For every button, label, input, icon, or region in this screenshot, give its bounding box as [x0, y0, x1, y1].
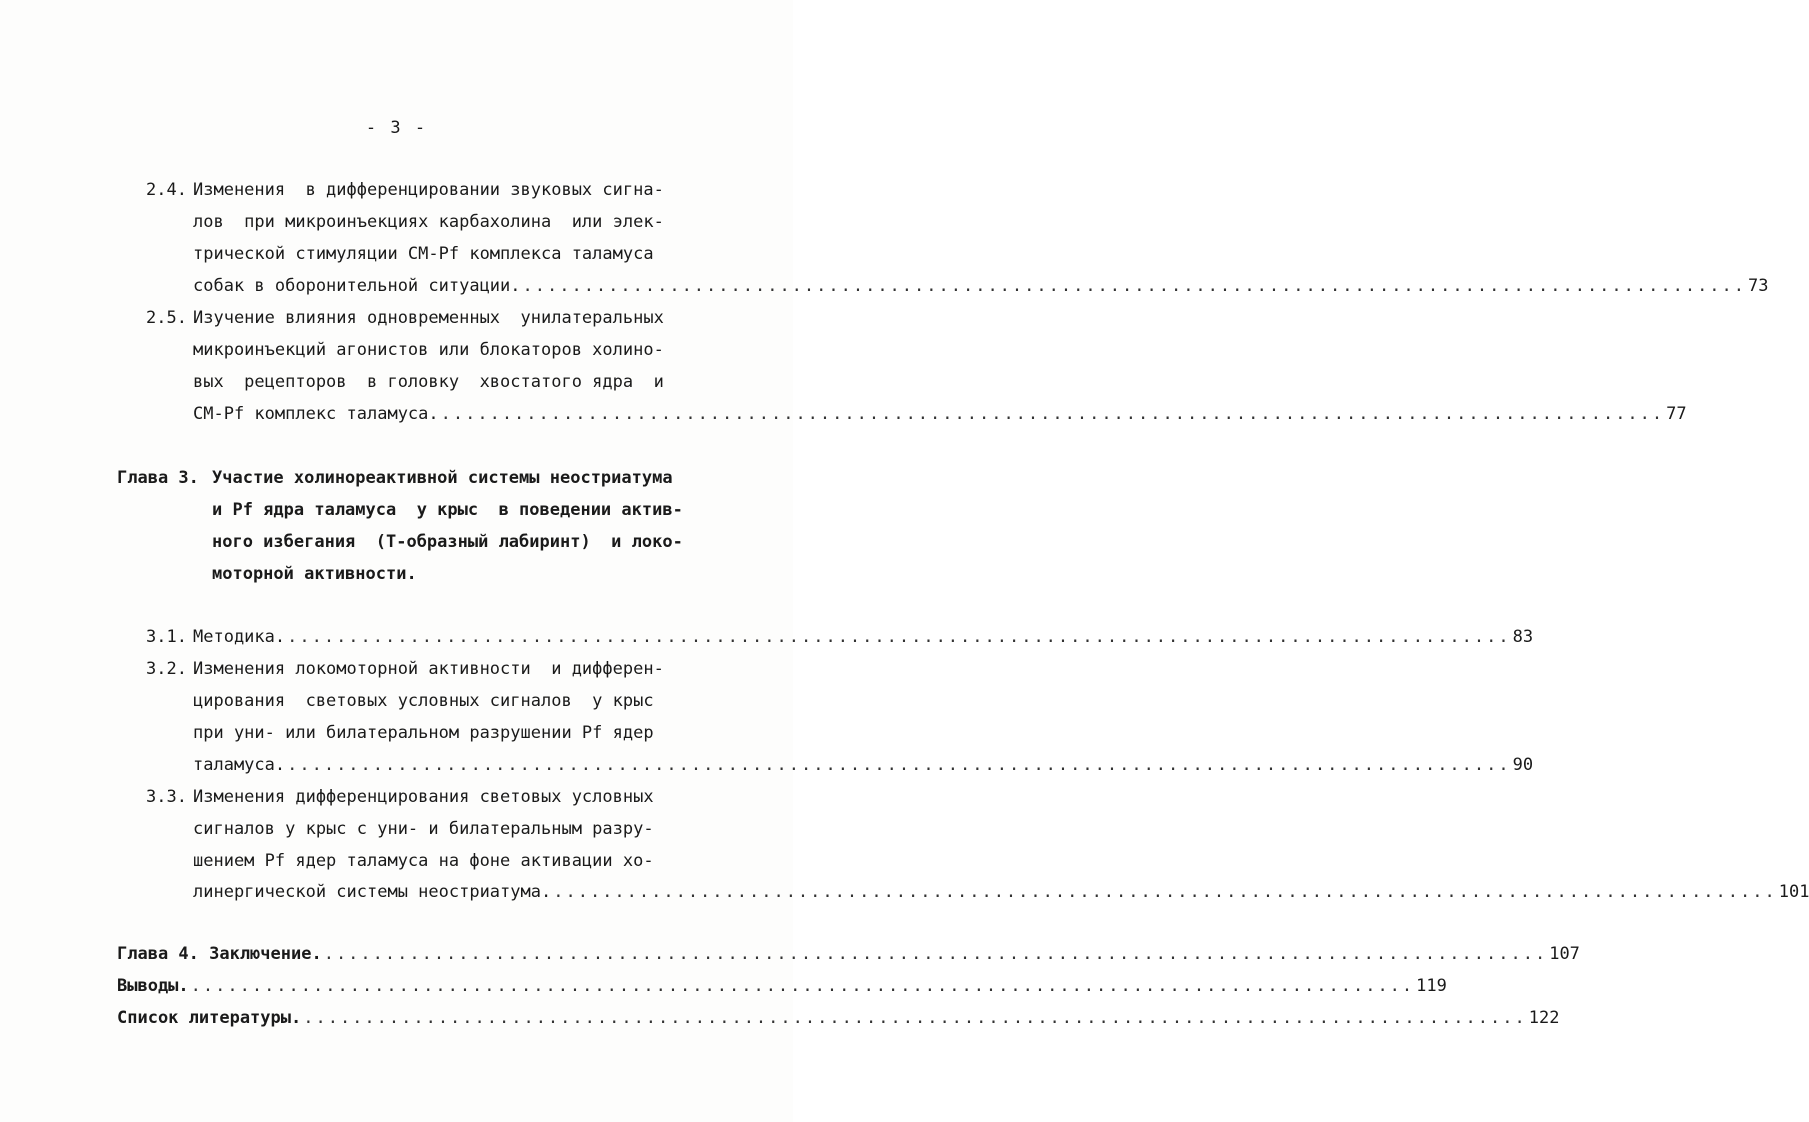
- toc-entry-2-5[interactable]: [193, 404, 1687, 424]
- dot-leader: ....................................................................................................: [287, 627, 1511, 647]
- chapter-3-label: Глава 3.: [117, 468, 199, 488]
- chapter-3-title-line: ного избегания (Т-образный лабиринт) и локо-: [212, 532, 683, 552]
- dot-leader: ....................................................................................................: [190, 976, 1415, 996]
- toc-entry-conclusions[interactable]: [117, 976, 1447, 996]
- toc-line: лов при микроинъекциях карбахолина или элек-: [193, 212, 664, 232]
- dot-leader: ....................................................................................................: [287, 755, 1511, 775]
- chapter-3-title-line: и Pf ядра таламуса у крыс в поведении актив-: [212, 500, 683, 520]
- toc-entry-title: Список литературы.: [117, 1008, 302, 1028]
- toc-entry-2-4[interactable]: [193, 276, 1769, 296]
- dot-leader: ....................................................................................................: [440, 404, 1665, 424]
- toc-entry-title: собак в оборонительной ситуации.: [193, 276, 521, 296]
- dot-leader: ....................................................................................................: [522, 276, 1747, 296]
- toc-page-number: 107: [1549, 944, 1580, 964]
- toc-entry-3-1[interactable]: [193, 627, 1534, 647]
- toc-line: Изменения в дифференцировании звуковых сигна-: [193, 180, 664, 200]
- toc-entry-references[interactable]: [117, 1008, 1560, 1028]
- toc-page-number: 83: [1512, 627, 1534, 647]
- toc-page-number: 122: [1528, 1008, 1560, 1028]
- toc-line: цирования световых условных сигналов у крыс: [193, 691, 654, 711]
- section-number-3-2: 3.2.: [146, 659, 187, 679]
- toc-entry-title: таламуса.: [193, 755, 286, 775]
- chapter-3-title-line: Участие холинореактивной системы неостриатума: [212, 468, 673, 488]
- toc-entry-chapter-4[interactable]: [117, 944, 1580, 964]
- toc-line: при уни- или билатеральном разрушении Pf ядер: [193, 723, 654, 743]
- toc-page-number: 77: [1666, 404, 1687, 424]
- toc-line: Изменения локомоторной активности и дифферен-: [193, 659, 664, 679]
- toc-line: вых рецепторов в головку хвостатого ядра и: [193, 372, 664, 392]
- toc-entry-title: СМ-Pf комплекс таламуса.: [193, 404, 439, 424]
- toc-page-number: 119: [1416, 976, 1447, 996]
- section-number-3-3: 3.3.: [146, 787, 187, 807]
- dot-leader: ....................................................................................................: [303, 1008, 1527, 1028]
- toc-line: сигналов у крыс с уни- и билатеральным разру-: [193, 819, 654, 839]
- toc-entry-3-2[interactable]: [193, 755, 1534, 775]
- dot-leader: ....................................................................................................: [323, 944, 1548, 964]
- toc-line: шением Pf ядер таламуса на фоне активации хо-: [193, 851, 654, 871]
- chapter-3-title-line: моторной активности.: [212, 564, 417, 584]
- toc-entry-title: Глава 4. Заключение.: [117, 944, 322, 964]
- page-number: - 3 -: [365, 118, 428, 138]
- toc-line: Изучение влияния одновременных унилатеральных: [193, 308, 664, 328]
- dot-leader: ....................................................................................................: [553, 882, 1777, 902]
- toc-entry-title: Выводы.: [117, 976, 189, 996]
- toc-entry-title: Методика.: [193, 627, 286, 647]
- toc-line: трической стимуляции СМ-Pf комплекса таламуса: [193, 244, 654, 264]
- toc-page-number: 101: [1778, 882, 1809, 902]
- toc-entry-3-3[interactable]: [193, 882, 1809, 902]
- toc-line: микроинъекций агонистов или блокаторов холино-: [193, 340, 664, 360]
- toc-entry-title: линергической системы неостриатума.: [193, 882, 552, 902]
- section-number-2-5: 2.5.: [146, 308, 187, 328]
- toc-page-number: 90: [1512, 755, 1534, 775]
- toc-page-number: 73: [1748, 276, 1769, 296]
- section-number-2-4: 2.4.: [146, 180, 187, 200]
- section-number-3-1: 3.1.: [146, 627, 187, 647]
- toc-line: Изменения дифференцирования световых условных: [193, 787, 654, 807]
